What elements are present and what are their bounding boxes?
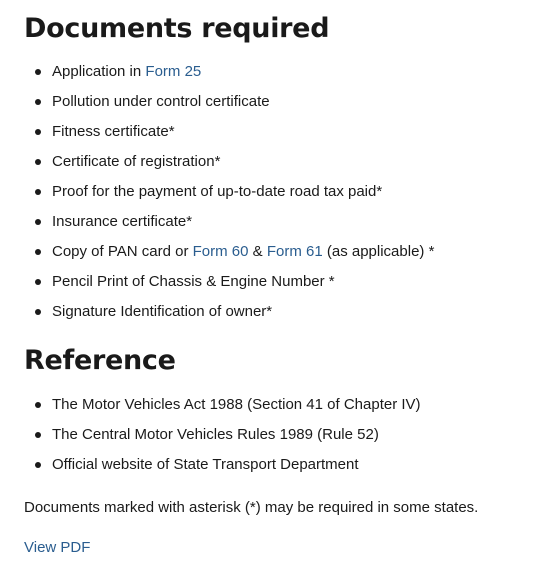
list-item-text: The Central Motor Vehicles Rules 1989 (Rule 52) [52,426,379,443]
list-item-fitness [24,122,434,152]
view-pdf-link[interactable]: View PDF [24,539,91,556]
documents-required-heading: Documents required [24,13,330,44]
list-item-application [24,62,434,92]
list-item-registration [24,152,434,182]
documents-list [24,62,434,332]
list-item-chassis-print [24,272,434,302]
list-item-pan-card [24,242,434,272]
list-item-text: (as applicable) * [322,243,435,260]
list-item-text: Signature Identification of owner* [52,303,273,320]
list-item-insurance [24,212,434,242]
form-60-link[interactable]: Form 60 [192,243,249,260]
list-item-text: Pollution under control certificate [52,93,270,110]
list-item-text: Pencil Print of Chassis & Engine Number * [52,273,335,290]
list-item-text: Proof for the payment of up-to-date road tax paid* [52,183,383,200]
list-item-text: Insurance certificate* [52,213,193,230]
list-item-text: Fitness certificate* [52,123,175,140]
reference-item-cmv-rules [24,425,421,455]
list-item-text: Application in [52,63,146,80]
list-item-puc [24,92,434,122]
form-61-link[interactable]: Form 61 [266,243,323,260]
list-item-signature [24,302,434,332]
asterisk-note: Documents marked with asterisk (*) may be required in some states. [24,499,479,516]
list-item-text: Copy of PAN card or [52,243,193,260]
reference-list [24,395,421,485]
list-item-road-tax [24,182,434,212]
reference-heading: Reference [24,345,176,376]
reference-item-official-website [24,455,421,485]
list-item-text: Official website of State Transport Department [52,456,359,473]
list-item-text: Certificate of registration* [52,153,221,170]
list-item-text: & [248,243,267,260]
form-25-link[interactable]: Form 25 [145,63,202,80]
list-item-text: The Motor Vehicles Act 1988 (Section 41 of Chapter IV) [52,396,421,413]
reference-item-mv-act [24,395,421,425]
